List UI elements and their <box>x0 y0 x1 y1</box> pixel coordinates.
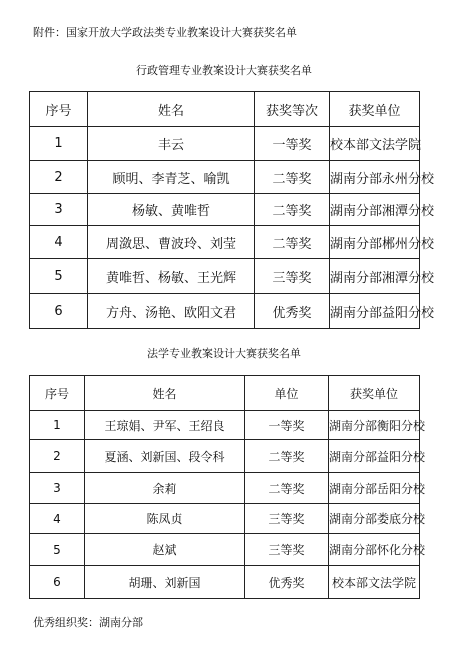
table2-header-cell: 序号 <box>30 376 85 411</box>
table2-cell: 三等奖 <box>245 504 329 534</box>
table2-row <box>30 504 420 534</box>
table2-cell: 湖南分部娄底分校 <box>329 504 420 534</box>
table2-cell: 3 <box>30 473 85 504</box>
table1-cell: 黄唯哲、杨敏、王光辉 <box>88 259 255 294</box>
table2-cell: 陈凤贞 <box>85 504 245 534</box>
table2-cell: 2 <box>30 440 85 473</box>
table1-cell: 优秀奖 <box>255 294 330 329</box>
table1-cell: 二等奖 <box>255 194 330 226</box>
table2-awards <box>29 375 426 599</box>
table1-cell: 方舟、汤艳、欧阳文君 <box>88 294 255 329</box>
table2-cell: 5 <box>30 534 85 566</box>
table2-row <box>30 411 420 440</box>
attachment-title: 附件：国家开放大学政法类专业教案设计大赛获奖名单 <box>33 26 297 39</box>
table2-cell: 湖南分部怀化分校 <box>329 534 420 566</box>
table2-cell: 胡珊、刘新国 <box>85 566 245 599</box>
table2-cell: 余莉 <box>85 473 245 504</box>
table1-cell: 杨敏、黄唯哲 <box>88 194 255 226</box>
table1-header-cell: 获奖等次 <box>255 92 330 127</box>
table2-cell: 一等奖 <box>245 411 329 440</box>
table2-cell: 4 <box>30 504 85 534</box>
table1-cell: 湖南分部湘潭分校 <box>330 194 420 226</box>
table2-row <box>30 440 420 473</box>
table1-row <box>30 259 420 294</box>
table1-cell: 二等奖 <box>255 161 330 194</box>
table2-row <box>30 473 420 504</box>
table1-cell: 2 <box>30 161 88 194</box>
table1-header-cell: 序号 <box>30 92 88 127</box>
table2-cell: 校本部文法学院 <box>329 566 420 599</box>
table2-caption: 法学专业教案设计大赛获奖名单 <box>147 347 301 360</box>
table2-header-cell: 获奖单位 <box>329 376 420 411</box>
footer-note: 优秀组织奖：湖南分部 <box>33 616 143 629</box>
table2-header-cell: 单位 <box>245 376 329 411</box>
table2-cell: 优秀奖 <box>245 566 329 599</box>
table2-cell: 1 <box>30 411 85 440</box>
table2-cell: 湖南分部衡阳分校 <box>329 411 420 440</box>
table1-cell: 周潋思、曹波玲、刘莹 <box>88 226 255 259</box>
table1-header-row <box>30 92 420 127</box>
table1-cell: 湖南分部永州分校 <box>330 161 420 194</box>
table1-header-cell: 获奖单位 <box>330 92 420 127</box>
table2-cell: 湖南分部岳阳分校 <box>329 473 420 504</box>
table2-cell: 二等奖 <box>245 473 329 504</box>
table1-cell: 校本部文法学院 <box>330 127 420 161</box>
table1-row <box>30 161 420 194</box>
table2-row <box>30 566 420 599</box>
table1-cell: 6 <box>30 294 88 329</box>
table1-cell: 4 <box>30 226 88 259</box>
table1-cell: 三等奖 <box>255 259 330 294</box>
table1-cell: 二等奖 <box>255 226 330 259</box>
table2-cell: 三等奖 <box>245 534 329 566</box>
table1-row <box>30 294 420 329</box>
table2-cell: 湖南分部益阳分校 <box>329 440 420 473</box>
table1-row <box>30 226 420 259</box>
table1-cell: 湖南分部湘潭分校 <box>330 259 420 294</box>
table1-row <box>30 194 420 226</box>
table2-cell: 二等奖 <box>245 440 329 473</box>
table1-cell: 顾明、李青芝、喻凯 <box>88 161 255 194</box>
table1-header-cell: 姓名 <box>88 92 255 127</box>
table1-cell: 一等奖 <box>255 127 330 161</box>
table1-cell: 3 <box>30 194 88 226</box>
table2-cell: 6 <box>30 566 85 599</box>
table2-cell: 夏涵、刘新国、段令科 <box>85 440 245 473</box>
table1-caption: 行政管理专业教案设计大赛获奖名单 <box>136 64 312 77</box>
table1-row <box>30 127 420 161</box>
table1-cell: 湖南分部益阳分校 <box>330 294 420 329</box>
table1-cell: 湖南分部郴州分校 <box>330 226 420 259</box>
table2-header-cell: 姓名 <box>85 376 245 411</box>
table2-cell: 赵斌 <box>85 534 245 566</box>
table2-header-row <box>30 376 420 411</box>
table2-row <box>30 534 420 566</box>
table2-cell: 王琼娟、尹军、王绍良 <box>85 411 245 440</box>
table1-cell: 1 <box>30 127 88 161</box>
table1-cell: 5 <box>30 259 88 294</box>
table1-awards <box>29 91 435 329</box>
table1-cell: 丰云 <box>88 127 255 161</box>
